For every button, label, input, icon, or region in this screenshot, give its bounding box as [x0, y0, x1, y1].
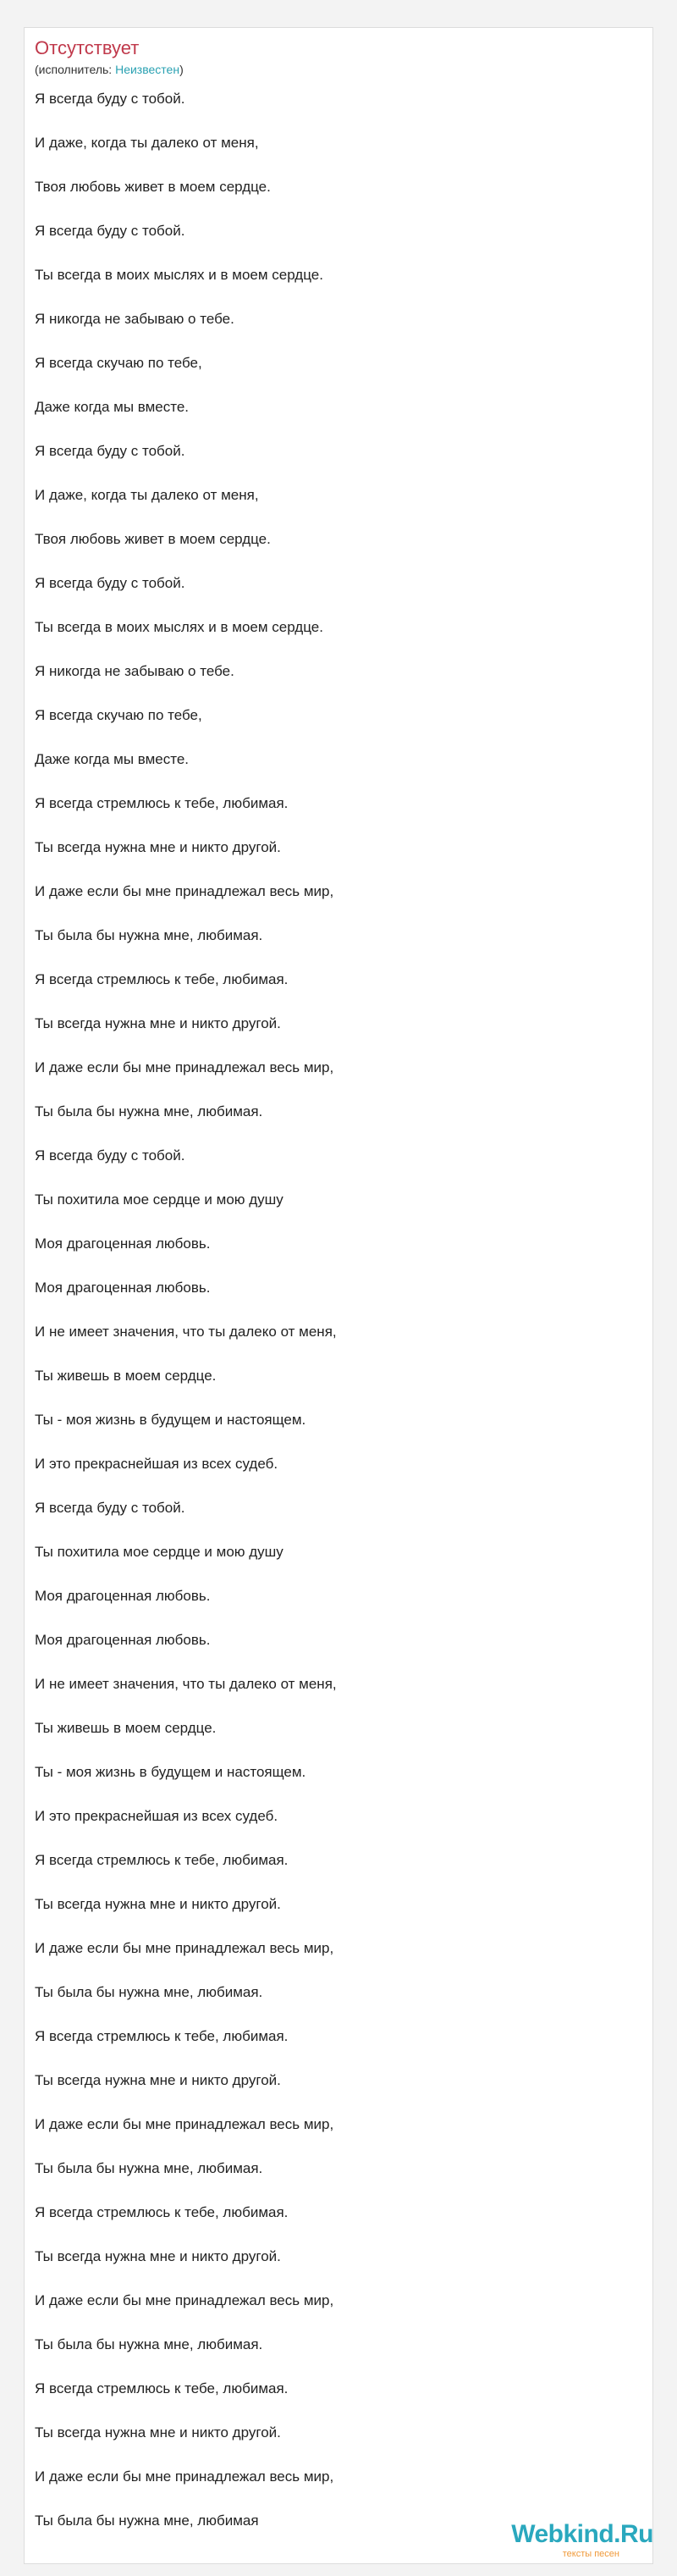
- lyric-line: Моя драгоценная любовь.: [35, 1632, 211, 1648]
- lyric-line: Даже когда мы вместе.: [35, 751, 190, 767]
- lyric-line: Я всегда буду с тобой.: [35, 91, 185, 107]
- lyric-line: Я всегда буду с тобой.: [35, 575, 185, 591]
- lyric-line: И не имеет значения, что ты далеко от меня,: [35, 1324, 337, 1340]
- lyric-line: Я всегда стремлюсь к тебе, любимая.: [35, 795, 289, 811]
- lyric-line: Я всегда стремлюсь к тебе, любимая.: [35, 971, 289, 987]
- lyric-line: Я всегда стремлюсь к тебе, любимая.: [35, 2028, 289, 2044]
- lyric-line: И даже, когда ты далеко от меня,: [35, 487, 259, 503]
- lyric-line: Ты похитила мое сердце и мою душу: [35, 1191, 283, 1208]
- lyric-line: Ты была бы нужна мне, любимая.: [35, 1984, 263, 2000]
- lyric-line: Я всегда скучаю по тебе,: [35, 355, 202, 371]
- lyric-line: Ты - моя жизнь в будущем и настоящем.: [35, 1764, 306, 1780]
- logo-wordmark: Webkind.Ru: [511, 2520, 653, 2548]
- lyric-line: Ты была бы нужна мне, любимая: [35, 2512, 259, 2529]
- lyric-line: Ты всегда нужна мне и никто другой.: [35, 1896, 281, 1912]
- lyric-line: И даже если бы мне принадлежал весь мир,: [35, 883, 334, 899]
- lyric-line: Моя драгоценная любовь.: [35, 1588, 211, 1604]
- artist-prefix: (исполнитель:: [35, 63, 116, 76]
- lyric-line: Я всегда буду с тобой.: [35, 443, 185, 459]
- lyric-line: Ты была бы нужна мне, любимая.: [35, 2336, 263, 2352]
- lyric-line: Ты всегда в моих мыслях и в моем сердце.: [35, 267, 323, 283]
- lyric-line: Я всегда стремлюсь к тебе, любимая.: [35, 1852, 289, 1868]
- logo-tagline: тексты песен: [562, 2549, 619, 2559]
- lyric-line: Я никогда не забываю о тебе.: [35, 311, 234, 327]
- lyric-line: Ты всегда нужна мне и никто другой.: [35, 2072, 281, 2088]
- lyric-line: И даже если бы мне принадлежал весь мир,: [35, 1940, 334, 1956]
- lyric-line: И даже если бы мне принадлежал весь мир,: [35, 2468, 334, 2485]
- lyric-line: Ты была бы нужна мне, любимая.: [35, 2160, 263, 2176]
- lyric-line: Ты похитила мое сердце и мою душу: [35, 1544, 283, 1560]
- lyric-line: И не имеет значения, что ты далеко от меня,: [35, 1676, 337, 1692]
- lyric-line: Моя драгоценная любовь.: [35, 1235, 211, 1252]
- artist-link[interactable]: Неизвестен: [115, 63, 180, 76]
- lyric-line: Ты всегда нужна мне и никто другой.: [35, 839, 281, 855]
- lyric-line: Ты была бы нужна мне, любимая.: [35, 1103, 263, 1119]
- lyric-line: И даже если бы мне принадлежал весь мир,: [35, 2292, 334, 2308]
- lyric-line: И это прекраснейшая из всех судеб.: [35, 1808, 278, 1824]
- lyric-line: Ты всегда нужна мне и никто другой.: [35, 1015, 281, 1031]
- lyric-line: Я всегда скучаю по тебе,: [35, 707, 202, 723]
- lyric-line: Ты была бы нужна мне, любимая.: [35, 927, 263, 943]
- lyric-line: Твоя любовь живет в моем сердце.: [35, 531, 271, 547]
- lyrics-list: [35, 88, 337, 2554]
- lyric-line: Ты всегда нужна мне и никто другой.: [35, 2248, 281, 2264]
- lyric-line: Я всегда стремлюсь к тебе, любимая.: [35, 2380, 289, 2396]
- lyric-line: И это прекраснейшая из всех судеб.: [35, 1456, 278, 1472]
- lyric-line: Я всегда буду с тобой.: [35, 1500, 185, 1516]
- lyric-line: И даже если бы мне принадлежал весь мир,: [35, 1059, 334, 1075]
- lyric-line: Ты живешь в моем сердце.: [35, 1720, 217, 1736]
- lyric-line: Ты - моя жизнь в будущем и настоящем.: [35, 1412, 306, 1428]
- lyric-line: И даже если бы мне принадлежал весь мир,: [35, 2116, 334, 2132]
- lyric-line: Я всегда буду с тобой.: [35, 223, 185, 239]
- lyric-line: Я всегда стремлюсь к тебе, любимая.: [35, 2204, 289, 2220]
- lyric-line: И даже, когда ты далеко от меня,: [35, 135, 259, 151]
- lyric-line: Твоя любовь живет в моем сердце.: [35, 179, 271, 195]
- lyric-line: Ты живешь в моем сердце.: [35, 1368, 217, 1384]
- lyric-line: Ты всегда в моих мыслях и в моем сердце.: [35, 619, 323, 635]
- lyric-line: Даже когда мы вместе.: [35, 399, 190, 415]
- lyric-line: Ты всегда нужна мне и никто другой.: [35, 2424, 281, 2441]
- lyric-line: Я всегда буду с тобой.: [35, 1147, 185, 1164]
- lyric-line: Моя драгоценная любовь.: [35, 1280, 211, 1296]
- song-title: Отсутствует: [35, 37, 140, 58]
- webkind-logo[interactable]: [487, 2520, 653, 2564]
- lyric-line: Я никогда не забываю о тебе.: [35, 663, 234, 679]
- artist-line: [35, 62, 184, 77]
- artist-suffix: ): [179, 63, 184, 76]
